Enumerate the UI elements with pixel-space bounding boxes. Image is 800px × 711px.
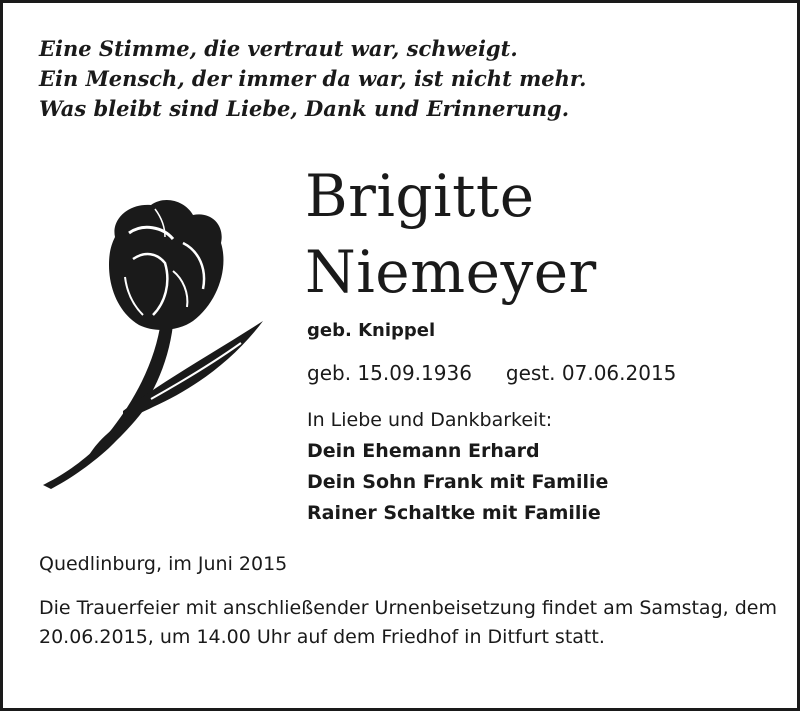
service-notice: Die Trauerfeier mit anschließender Urnenbeisetzung findet am Samstag, dem 20.06.2015, um 14.00 Uhr auf dem Friedhof in Ditfurt statt. <box>39 597 777 648</box>
mourner-1: Dein Ehemann Erhard <box>307 440 540 462</box>
mourner-3: Rainer Schaltke mit Familie <box>307 502 601 524</box>
mourner-2: Dein Sohn Frank mit Familie <box>307 471 609 493</box>
tulip-icon <box>33 193 273 493</box>
birth-date: geb. 15.09.1936 <box>307 361 472 385</box>
deceased-first-name: Brigitte <box>305 162 535 230</box>
death-date: gest. 07.06.2015 <box>505 361 677 385</box>
memorial-poem <box>39 34 586 124</box>
mourners-intro: In Liebe und Dankbarkeit: <box>307 409 553 431</box>
poem-line-3: Was bleibt sind Liebe, Dank und Erinnerung. <box>39 96 570 121</box>
deceased-last-name: Niemeyer <box>305 238 597 306</box>
life-dates <box>307 358 676 388</box>
maiden-name: geb. Knippel <box>307 320 436 341</box>
poem-line-1: Eine Stimme, die vertraut war, schweigt. <box>39 36 518 61</box>
place-and-date: Quedlinburg, im Juni 2015 <box>39 553 288 575</box>
mourners-block <box>307 405 608 529</box>
poem-line-2: Ein Mensch, der immer da war, ist nicht mehr. <box>39 66 587 91</box>
